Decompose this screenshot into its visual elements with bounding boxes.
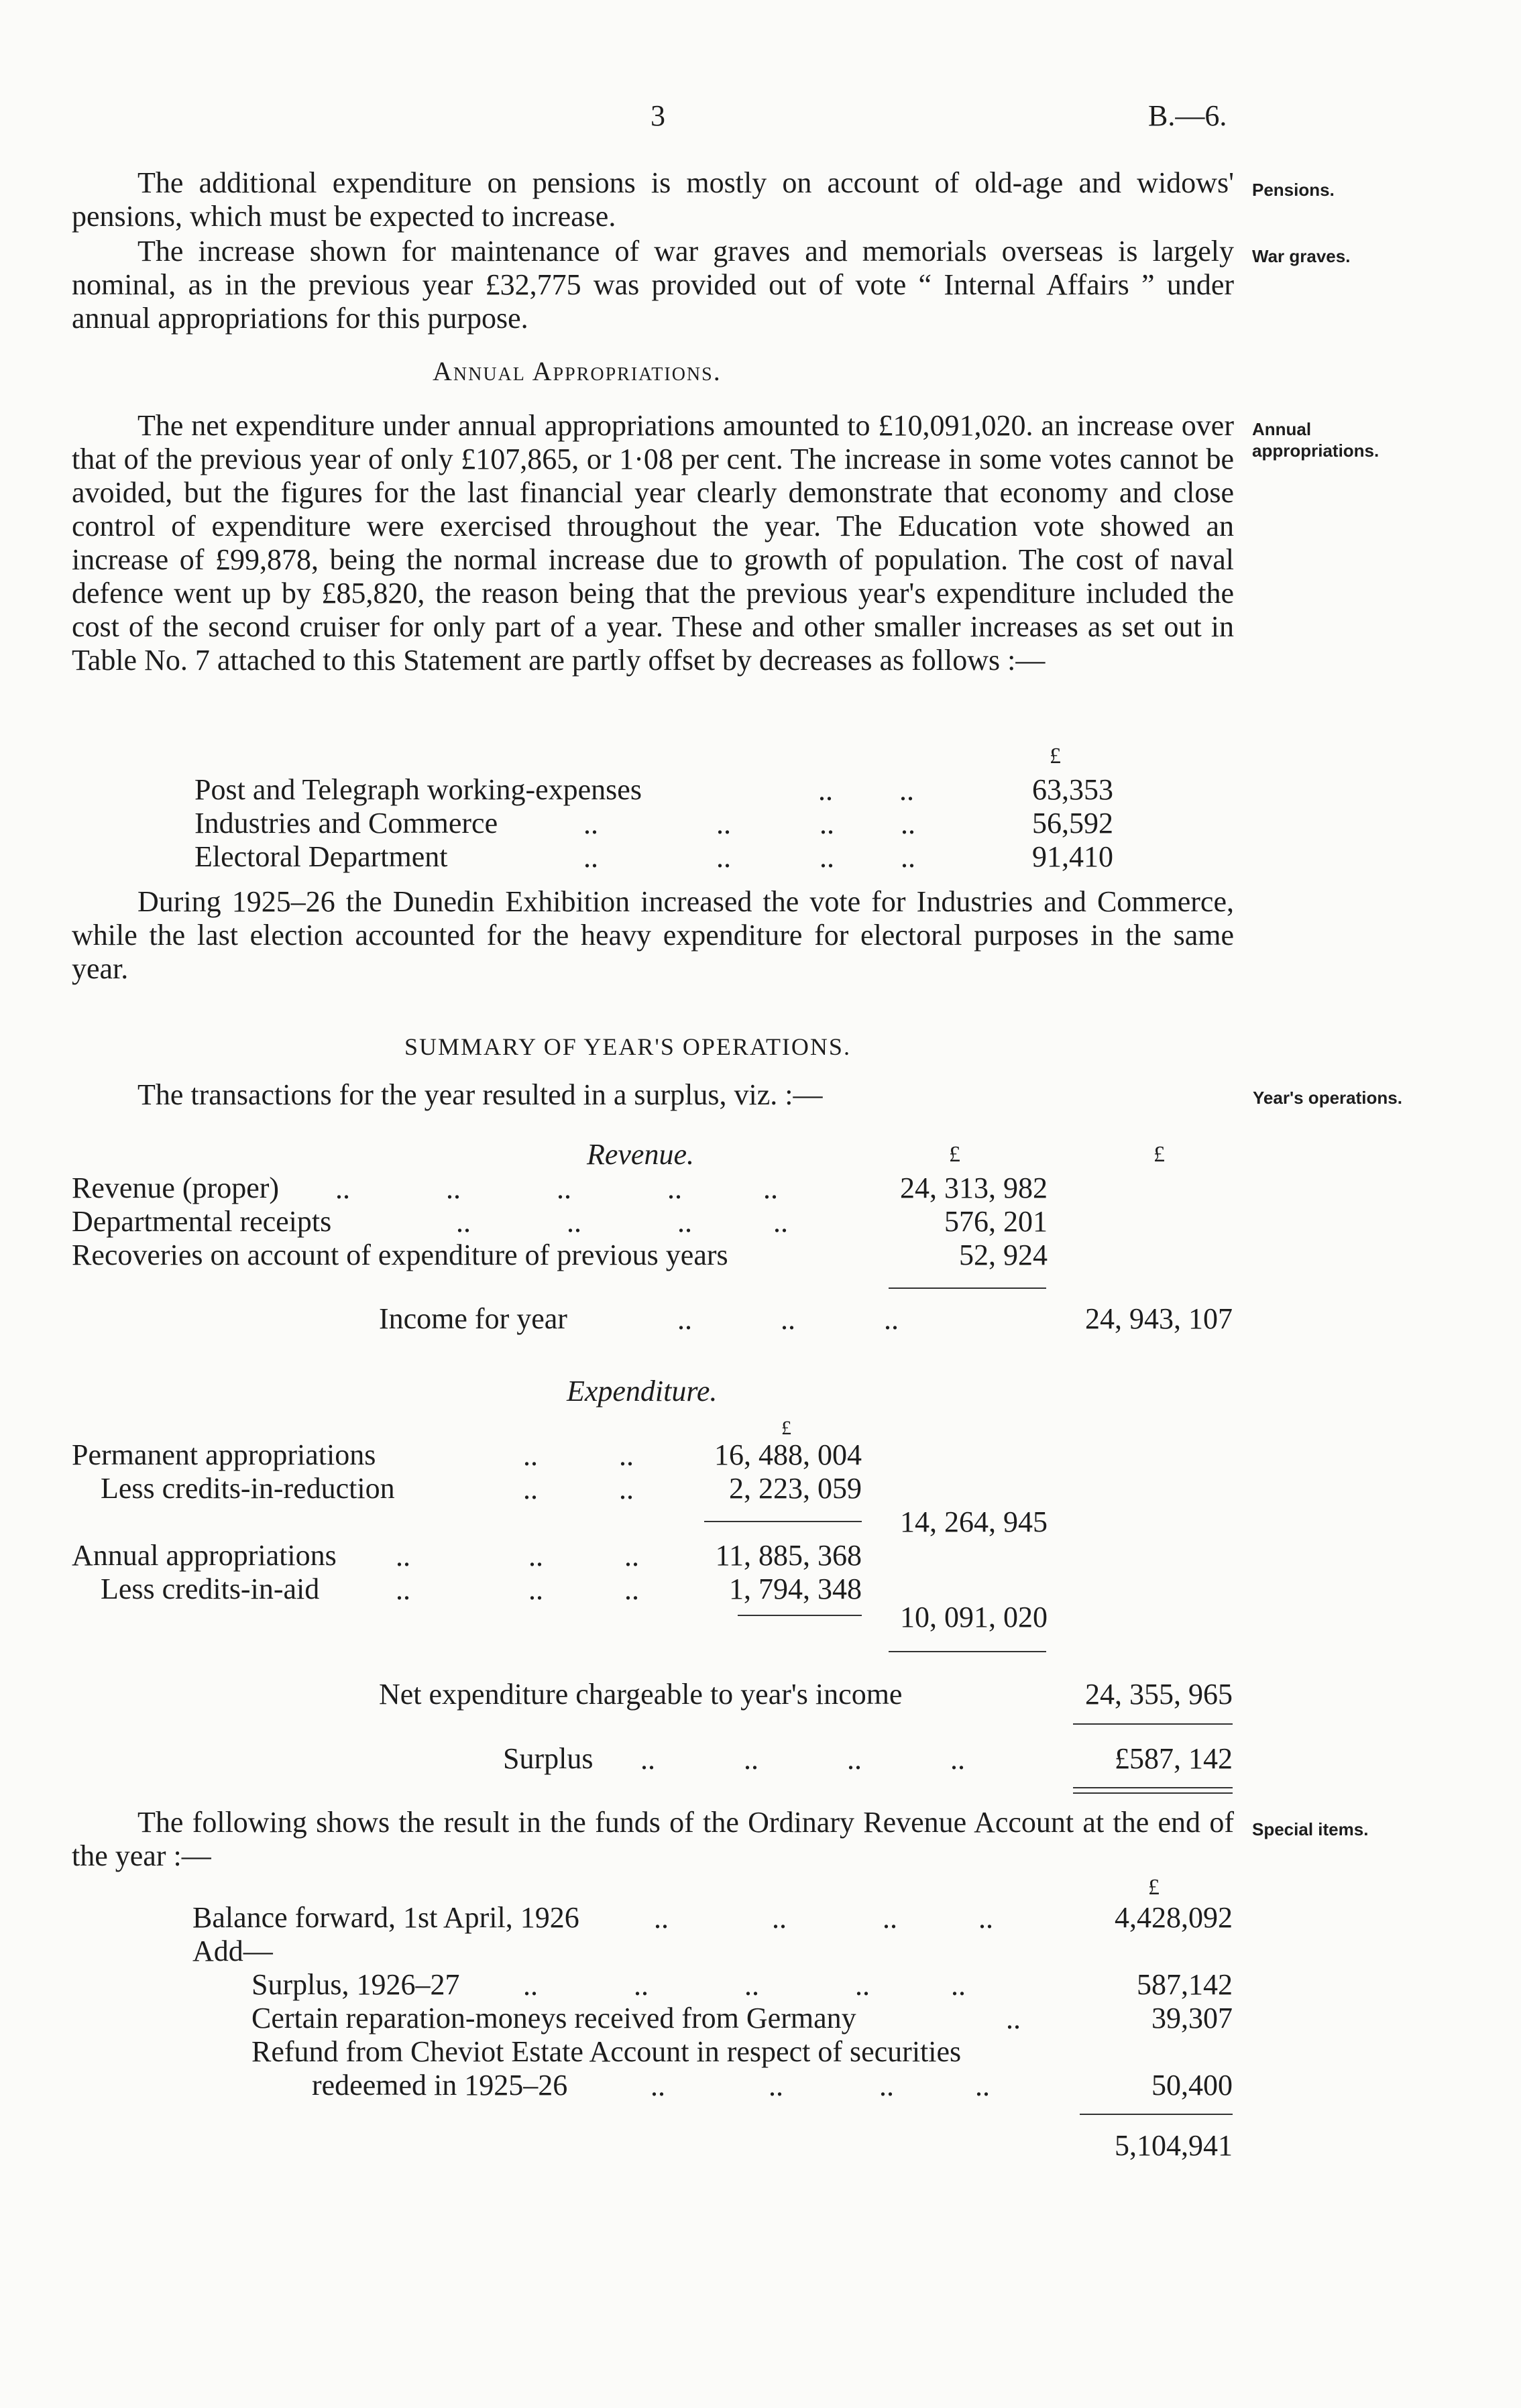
decreases-currency-header: £ xyxy=(1050,744,1061,768)
add-label: Add— xyxy=(192,1935,273,1967)
leader-dots: .. .. .. .. .. xyxy=(335,1172,778,1205)
leader-dots: .. .. .. .. .. xyxy=(523,1969,966,2002)
margin-note-appropriations: appropriations. xyxy=(1252,441,1379,461)
leader-dots: .. .. .. xyxy=(677,1303,899,1336)
revenue-label-recoveries: Recoveries on account of expenditure of previous years xyxy=(72,1239,728,1271)
less-credits-reduction-value: 2, 223, 059 xyxy=(729,1472,862,1505)
permanent-appropriations-value: 16, 488, 004 xyxy=(714,1438,862,1471)
expenditure-currency: £ xyxy=(781,1417,791,1439)
net-expenditure-value: 24, 355, 965 xyxy=(1085,1678,1233,1711)
surplus-double-rule-top xyxy=(1073,1787,1233,1788)
income-label: Income for year xyxy=(379,1302,567,1335)
income-value: 24, 943, 107 xyxy=(1085,1302,1233,1335)
revenue-label-proper: Revenue (proper) xyxy=(72,1171,280,1204)
margin-note-annual: Annual xyxy=(1252,419,1312,439)
surplus-label: Surplus xyxy=(503,1742,594,1775)
decrease-value-industries: 56,592 xyxy=(1032,807,1113,840)
leader-dots: .. .. xyxy=(818,774,914,807)
revenue-currency-col1: £ xyxy=(949,1142,960,1167)
refund-label-line2: redeemed in 1925–26 xyxy=(312,2069,568,2102)
refund-label-line1: Refund from Cheviot Estate Account in respect of securities xyxy=(251,2035,962,2068)
document-reference: B.—6. xyxy=(1148,99,1227,132)
surplus-1926-27-label: Surplus, 1926–27 xyxy=(251,1968,460,2001)
leader-dots: .. .. .. .. xyxy=(583,841,915,874)
revenue-subtotal-rule xyxy=(889,1287,1046,1289)
permanent-appropriations-label: Permanent appropriations xyxy=(72,1438,376,1471)
revenue-value-departmental: 576, 201 xyxy=(944,1205,1048,1238)
paragraph-annual-appropriations: The net expenditure under annual appropriations amounted to £10,091,020. an increase over that of the previous year of only £107,865, or 1·08 per cent. The increase in some votes cannot be avoided, but the figures for the last financial year clearly demonstrate that economy and close control of expenditure were exercised throughout the year. The Education vote showed an increase of £99,878, being the normal increase due to growth of population. The cost of naval defence went up by £85,820, the reason being that the previous year's expenditure included the cost of the second cruiser for only part of a year. These and other smaller increases as set out in Table No. 7 attached to this Statement are partly offset by decreases as follows :— xyxy=(72,409,1234,677)
decrease-label-post-telegraph: Post and Telegraph working-expenses xyxy=(194,773,642,806)
decrease-label-industries: Industries and Commerce xyxy=(194,807,498,840)
decrease-label-electoral: Electoral Department xyxy=(194,840,448,873)
margin-note-pensions: Pensions. xyxy=(1252,180,1335,200)
margin-note-special-items: Special items. xyxy=(1252,1819,1369,1839)
paragraph-funds: The following shows the result in the funds of the Ordinary Revenue Account at the end of the year :— xyxy=(72,1806,1234,1872)
revenue-label-departmental: Departmental receipts xyxy=(72,1205,332,1238)
paragraph-pensions: The additional expenditure on pensions is mostly on account of old-age and widows' pensions, which must be expected to increase. xyxy=(72,166,1234,233)
revenue-currency-col2: £ xyxy=(1153,1142,1165,1167)
surplus-1926-27-value: 587,142 xyxy=(1137,1968,1233,2001)
permanent-subtotal-rule xyxy=(704,1521,862,1522)
surplus-value: £587, 142 xyxy=(1115,1742,1233,1775)
leader-dots: .. .. .. .. xyxy=(583,807,915,840)
reparation-value: 39,307 xyxy=(1151,2002,1233,2034)
leader-dots: .. .. .. .. xyxy=(651,2069,990,2102)
net-expenditure-rule xyxy=(1073,1723,1233,1725)
revenue-value-proper: 24, 313, 982 xyxy=(900,1171,1048,1204)
revenue-value-recoveries: 52, 924 xyxy=(959,1239,1048,1271)
paragraph-dunedin: During 1925–26 the Dunedin Exhibition increased the vote for Industries and Commerce, while the last election accounted for the heavy expenditure for electoral purposes in the same year. xyxy=(72,885,1234,985)
permanent-net-value: 14, 264, 945 xyxy=(900,1505,1048,1538)
reparation-label: Certain reparation-moneys received from Germany xyxy=(251,2002,856,2034)
decrease-value-electoral: 91,410 xyxy=(1032,840,1113,873)
balance-forward-label: Balance forward, 1st April, 1926 xyxy=(192,1901,579,1934)
refund-value: 50,400 xyxy=(1151,2069,1233,2102)
leader-dots: .. .. xyxy=(523,1439,634,1472)
paragraph-war-graves: The increase shown for maintenance of war graves and memorials overseas is largely nominal, as in the previous year £32,775 was provided out of vote “ Internal Affairs ” under annual appropriations for this purpose. xyxy=(72,235,1234,335)
margin-note-war-graves: War graves. xyxy=(1252,246,1351,266)
summary-intro: The transactions for the year resulted in a surplus, viz. :— xyxy=(137,1078,823,1111)
leader-dots: .. .. .. xyxy=(396,1540,639,1572)
annual-appropriations-label: Annual appropriations xyxy=(72,1539,337,1572)
expenditure-heading: Expenditure. xyxy=(567,1375,718,1408)
balance-forward-value: 4,428,092 xyxy=(1115,1901,1233,1934)
revenue-heading: Revenue. xyxy=(587,1138,694,1171)
leader-dots: .. .. .. .. xyxy=(456,1206,788,1239)
leader-dots: .. xyxy=(1006,2002,1021,2035)
leader-dots: .. .. .. .. xyxy=(654,1902,993,1935)
leader-dots: .. .. .. xyxy=(396,1573,639,1606)
funds-total-value: 5,104,941 xyxy=(1115,2129,1233,2162)
leader-dots: .. .. .. .. xyxy=(640,1743,965,1776)
less-credits-aid-value: 1, 794, 348 xyxy=(729,1572,862,1605)
margin-note-years-operations: Year's operations. xyxy=(1253,1088,1402,1108)
annual-appropriations-value: 11, 885, 368 xyxy=(715,1539,862,1572)
funds-currency-header: £ xyxy=(1148,1875,1160,1900)
expenditure-subtotal-rule xyxy=(889,1651,1046,1652)
heading-summary: SUMMARY OF YEAR'S OPERATIONS. xyxy=(404,1033,851,1060)
funds-total-rule xyxy=(1080,2114,1233,2115)
less-credits-aid-label: Less credits-in-aid xyxy=(101,1572,320,1605)
less-credits-reduction-label: Less credits-in-reduction xyxy=(101,1472,395,1505)
annual-net-value: 10, 091, 020 xyxy=(900,1601,1048,1633)
page-number: 3 xyxy=(651,99,665,132)
surplus-double-rule-bottom xyxy=(1073,1792,1233,1794)
heading-annual-appropriations: Annual Appropriations. xyxy=(433,356,722,386)
decrease-value-post-telegraph: 63,353 xyxy=(1032,773,1113,806)
leader-dots: .. .. xyxy=(523,1473,634,1505)
net-expenditure-label: Net expenditure chargeable to year's income xyxy=(379,1678,903,1711)
annual-subtotal-rule xyxy=(738,1615,862,1616)
